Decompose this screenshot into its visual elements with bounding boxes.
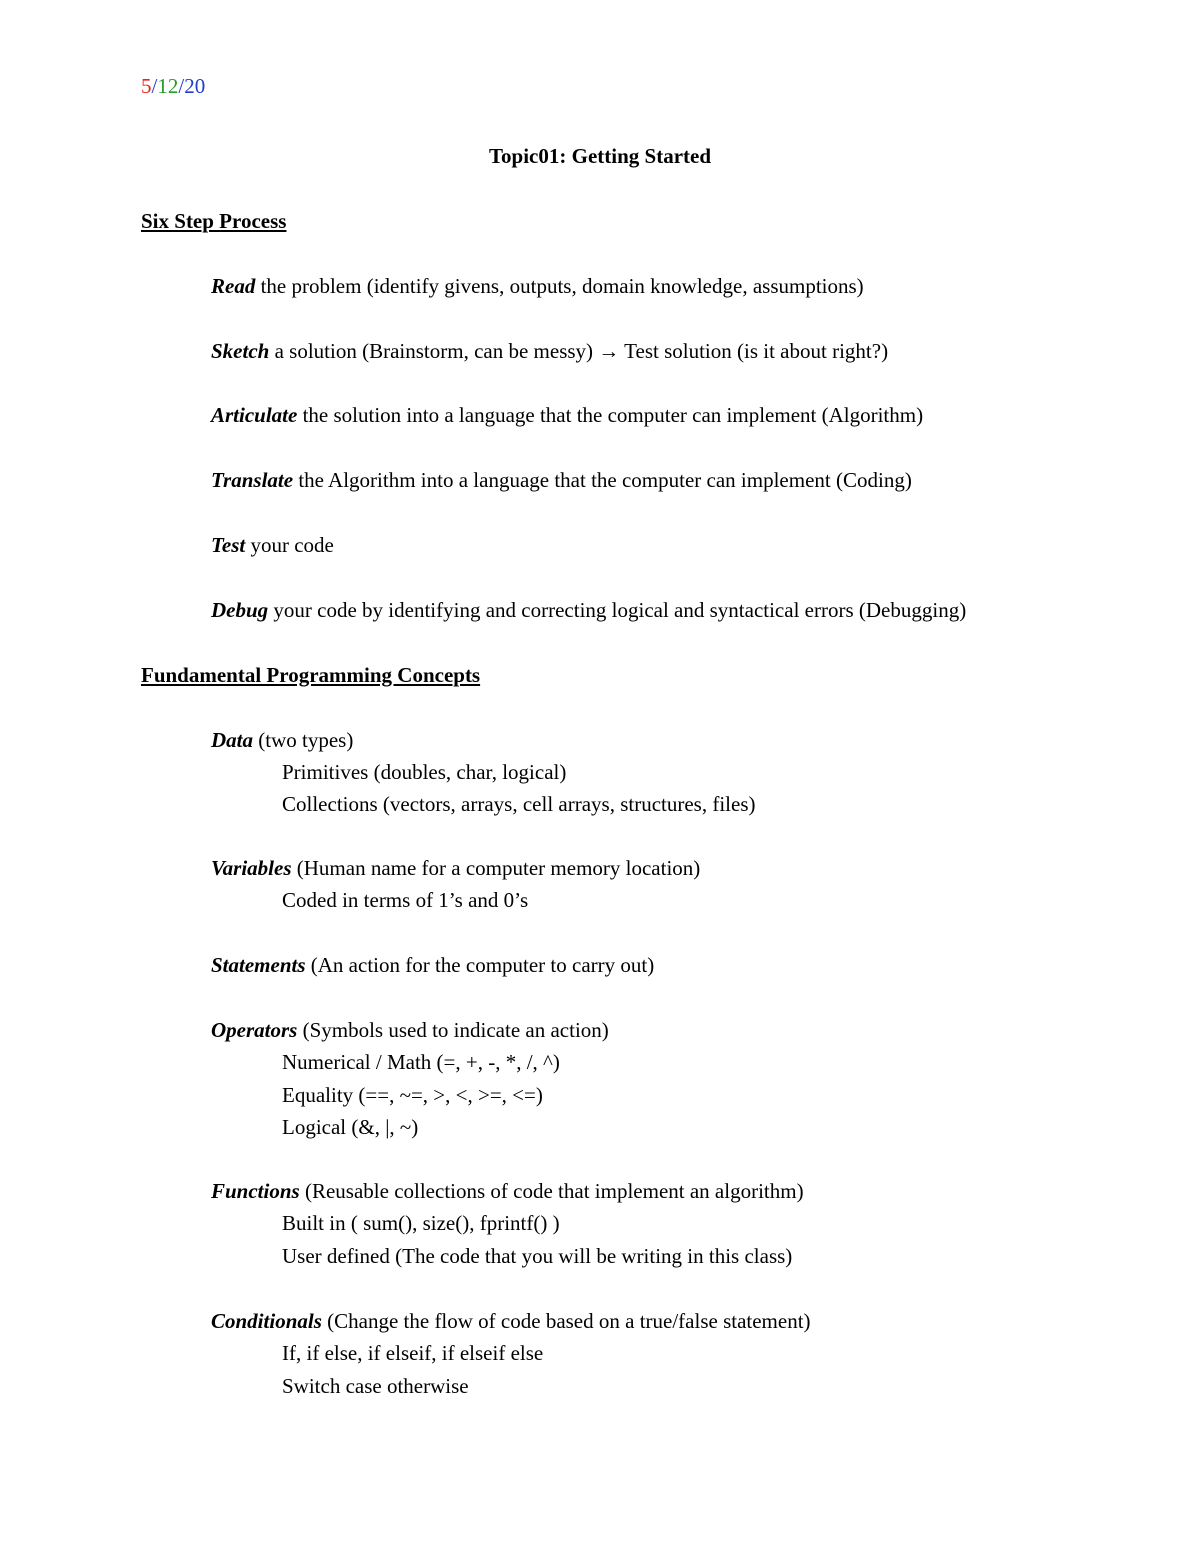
step-test [211, 529, 334, 561]
date-year: 20 [184, 74, 206, 98]
step-debug [211, 594, 966, 626]
concept-sub-item: Collections (vectors, arrays, cell arrays, structures, files) [282, 792, 756, 816]
concept-sub-item: User defined (The code that you will be writing in this class) [282, 1244, 793, 1268]
concept-data [211, 724, 353, 756]
date-separator: / [178, 74, 185, 98]
concept-conditionals [211, 1305, 811, 1337]
step-text: a solution (Brainstorm, can be messy) → Test solution (is it about right?) [269, 339, 889, 363]
concept-sub-item: Equality (==, ~=, >, <, >=, <=) [282, 1083, 543, 1107]
concept-text: (Symbols used to indicate an action) [297, 1018, 609, 1042]
concept-sub-item: Built in ( sum(), size(), fprintf() ) [282, 1211, 560, 1235]
concept-term: Operators [211, 1018, 298, 1042]
date-month: 5 [141, 74, 152, 98]
step-term: Sketch [211, 339, 270, 363]
concept-sub-item: Coded in terms of 1’s and 0’s [282, 888, 529, 912]
concept-variables [211, 852, 700, 884]
step-text: the Algorithm into a language that the computer can implement (Coding) [293, 468, 912, 492]
concept-text: (Human name for a computer memory location) [291, 856, 701, 880]
concept-sub-item: Numerical / Math (=, +, -, *, /, ^) [282, 1050, 560, 1074]
concept-text: (Change the flow of code based on a true/false statement) [321, 1309, 811, 1333]
step-term: Debug [211, 598, 269, 622]
section-heading-six-step: Six Step Process [141, 209, 287, 233]
step-text: your code [245, 533, 334, 557]
step-term: Translate [211, 468, 294, 492]
concept-operators [211, 1014, 609, 1046]
concept-sub-item: Switch case otherwise [282, 1374, 469, 1398]
step-term: Read [211, 274, 256, 298]
step-text: your code by identifying and correcting logical and syntactical errors (Debugging) [268, 598, 967, 622]
concept-sub-item: Logical (&, |, ~) [282, 1115, 419, 1139]
concept-term: Conditionals [211, 1309, 322, 1333]
date-separator: / [151, 74, 158, 98]
section-heading-concepts: Fundamental Programming Concepts [141, 663, 481, 687]
step-read [211, 270, 864, 302]
concept-term: Variables [211, 856, 292, 880]
concept-term: Data [211, 728, 253, 752]
step-text: the solution into a language that the computer can implement (Algorithm) [297, 403, 924, 427]
concept-text: (An action for the computer to carry out) [305, 953, 655, 977]
concept-text: (two types) [253, 728, 354, 752]
concept-functions [211, 1175, 804, 1207]
step-text: the problem (identify givens, outputs, domain knowledge, assumptions) [255, 274, 864, 298]
step-term: Test [211, 533, 246, 557]
date-day: 12 [157, 74, 179, 98]
document-date [141, 70, 205, 102]
step-sketch [211, 335, 888, 367]
concept-term: Functions [211, 1179, 300, 1203]
step-translate [211, 464, 912, 496]
concept-sub-item: Primitives (doubles, char, logical) [282, 760, 567, 784]
concept-text: (Reusable collections of code that implement an algorithm) [299, 1179, 804, 1203]
concept-sub-item: If, if else, if elseif, if elseif else [282, 1341, 544, 1365]
page-title: Topic01: Getting Started [488, 144, 712, 168]
step-articulate [211, 399, 923, 431]
concept-statements [211, 949, 654, 981]
step-term: Articulate [211, 403, 298, 427]
concept-term: Statements [211, 953, 306, 977]
